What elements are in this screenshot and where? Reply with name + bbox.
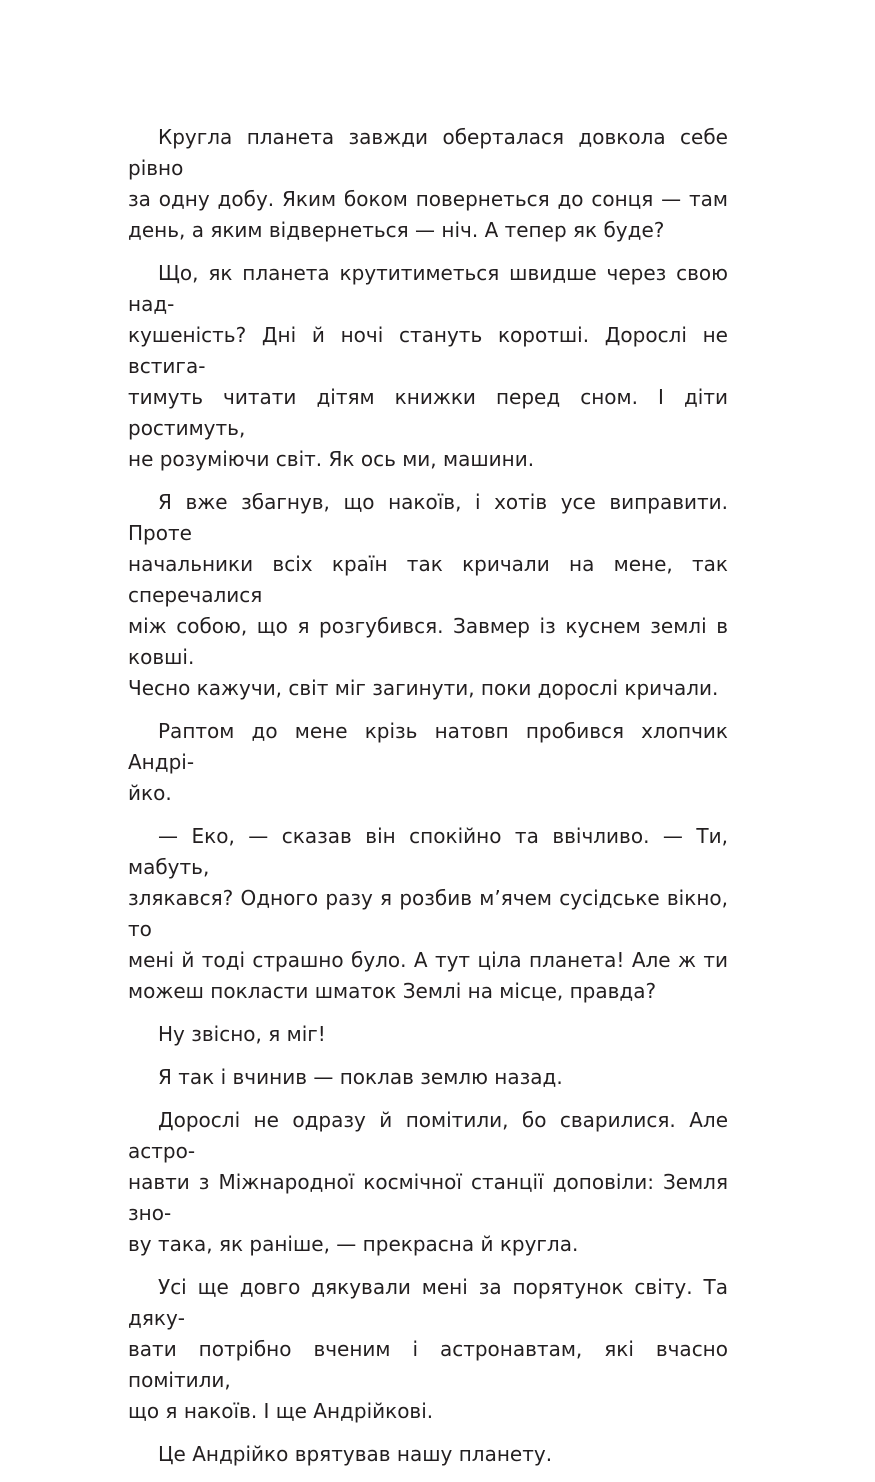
paragraph-4: [128, 716, 728, 809]
text-line: можеш покласти шматок Землі на місце, правда?: [128, 979, 657, 1003]
text-line: не розуміючи світ. Як ось ми, машини.: [128, 447, 535, 471]
text-line: ву така, як раніше, — прекрасна й кругла.: [128, 1232, 579, 1256]
text-line: за одну добу. Яким боком повернеться до сонця — там: [128, 187, 728, 211]
text-line: вати потрібно вченим і астронавтам, які вчасно помітили,: [128, 1337, 728, 1392]
text-line: Ну звісно, я міг!: [158, 1022, 326, 1046]
paragraph-5: [128, 821, 728, 1007]
paragraph-7: [128, 1062, 728, 1093]
text-line: йко.: [128, 781, 172, 805]
text-line: Я так і вчинив — поклав землю назад.: [158, 1065, 563, 1089]
text-line: що я накоїв. І ще Андрійкові.: [128, 1399, 434, 1423]
paragraph-10: [128, 1439, 728, 1470]
text-line: мені й тоді страшно було. А тут ціла планета! Але ж ти: [128, 948, 728, 972]
text-line: Чесно кажучи, світ міг загинути, поки дорослі кричали.: [128, 676, 719, 700]
text-line: Кругла планета завжди оберталася довкола себе рівно: [128, 125, 728, 180]
text-line: між собою, що я розгубився. Завмер із куснем землі в ковші.: [128, 614, 728, 669]
text-line: Що, як планета крутитиметься швидше через свою над-: [128, 261, 728, 316]
text-line: Це Андрійко врятував нашу планету.: [158, 1442, 553, 1466]
page-body: [128, 122, 728, 1482]
text-line: тимуть читати дітям книжки перед сном. І діти ростимуть,: [128, 385, 728, 440]
text-line: начальники всіх країн так кричали на мене, так сперечалися: [128, 552, 728, 607]
text-line: Дорослі не одразу й помітили, бо сварилися. Але астро-: [128, 1108, 728, 1163]
paragraph-8: [128, 1105, 728, 1260]
text-line: — Еко, — сказав він спокійно та ввічливо. — Ти, мабуть,: [128, 824, 728, 879]
paragraph-2: [128, 258, 728, 475]
text-line: злякався? Одного разу я розбив м’ячем сусідське вікно, то: [128, 886, 728, 941]
text-line: кушеність? Дні й ночі стануть коротші. Дорослі не встига-: [128, 323, 728, 378]
text-line: Я вже збагнув, що накоїв, і хотів усе виправити. Проте: [128, 490, 728, 545]
text-line: Раптом до мене крізь натовп пробився хлопчик Андрі-: [128, 719, 728, 774]
paragraph-3: [128, 487, 728, 704]
text-line: навти з Міжнародної космічної станції доповіли: Земля зно-: [128, 1170, 728, 1225]
text-line: день, а яким відвернеться — ніч. А тепер як буде?: [128, 218, 665, 242]
paragraph-1: [128, 122, 728, 246]
text-line: Усі ще довго дякували мені за порятунок світу. Та дяку-: [128, 1275, 728, 1330]
paragraph-9: [128, 1272, 728, 1427]
